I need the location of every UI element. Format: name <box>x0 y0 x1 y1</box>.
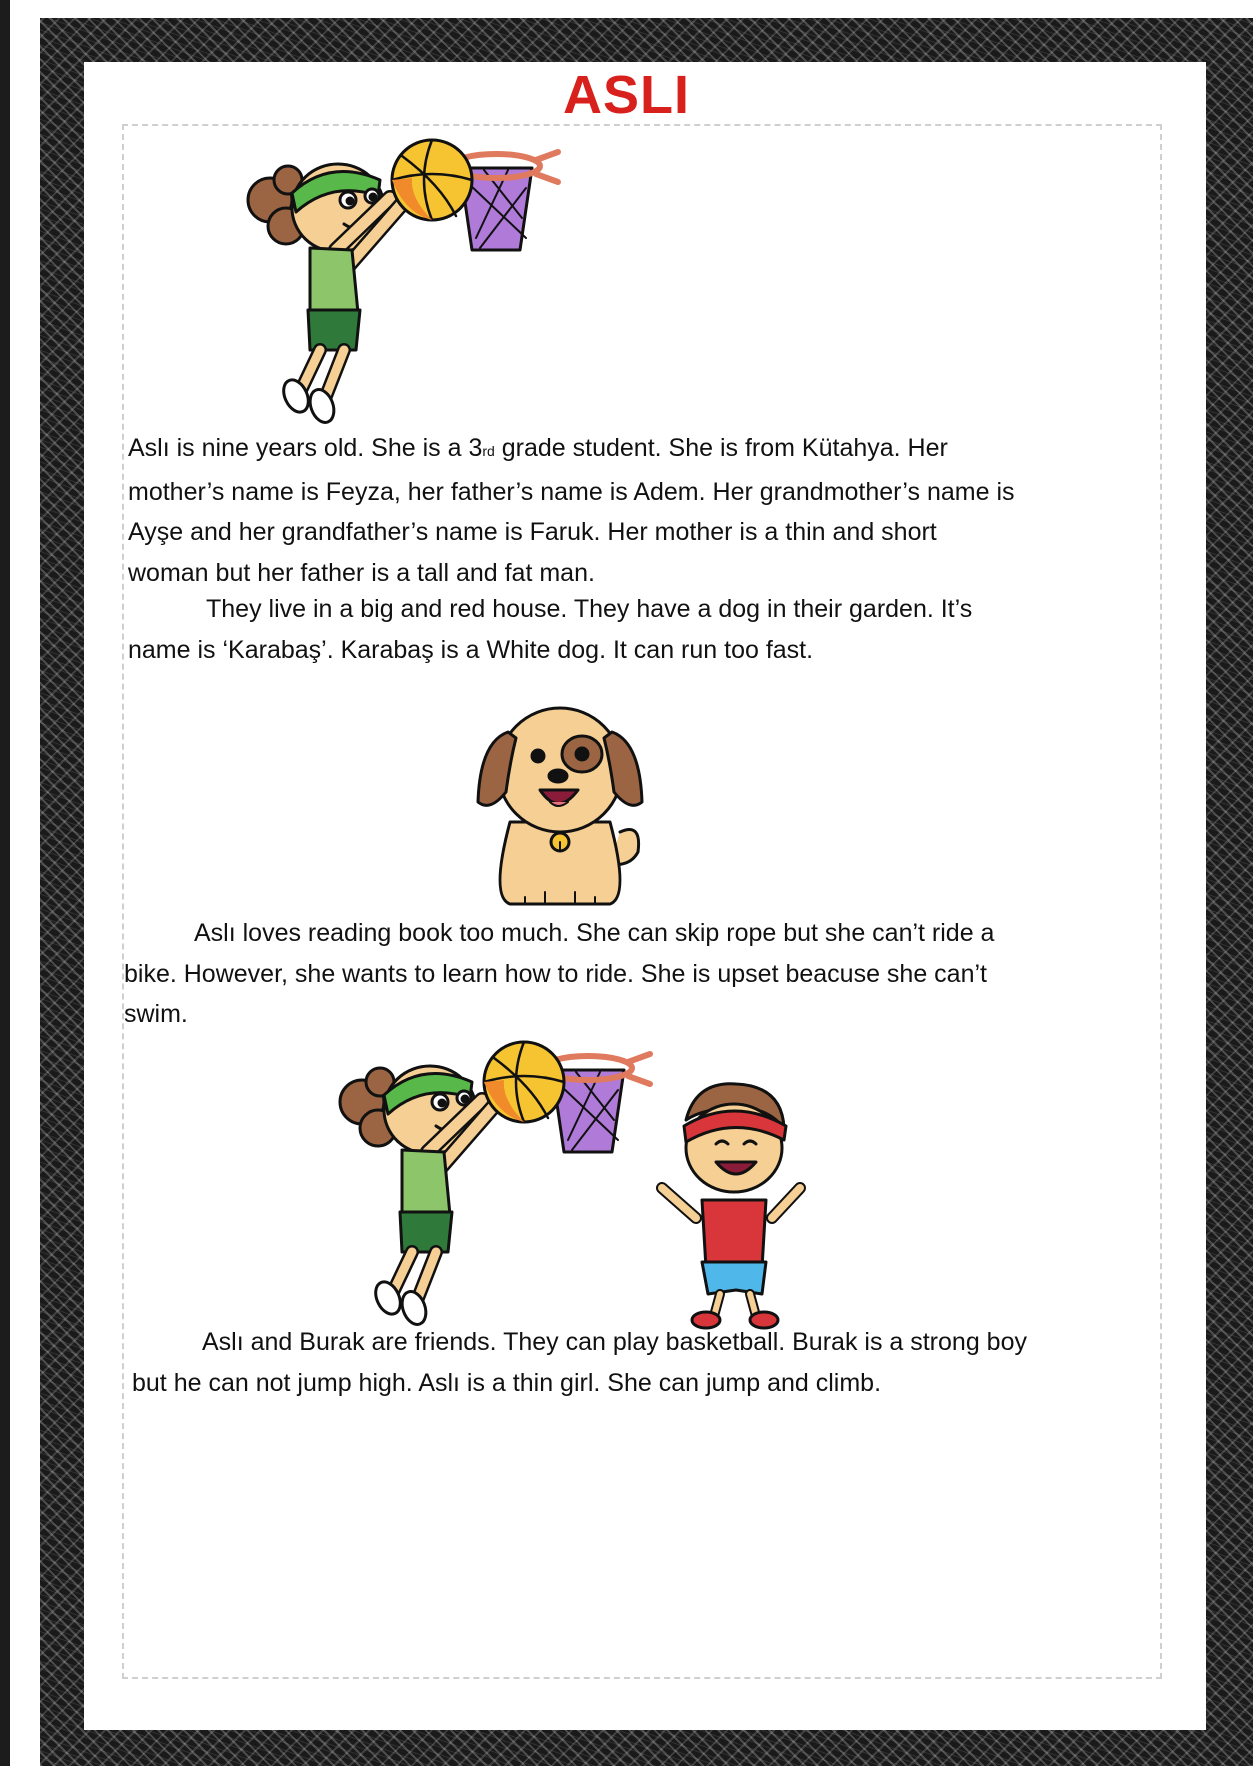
p3-line1: Aslı loves reading book too much. She can skip rope but she can’t ride a <box>194 919 995 947</box>
p1-line4: woman but her father is a tall and fat man. <box>128 558 595 587</box>
dog-icon <box>470 692 650 912</box>
p4-line1: Aslı and Burak are friends. They can play basketball. Burak is a strong boy <box>202 1328 1027 1356</box>
p1-line2: mother’s name is Feyza, her father’s name is Adem. Her grandmother’s name is <box>128 477 1015 506</box>
paragraph-4 <box>132 1322 1037 1403</box>
p2-line2: name is ‘Karabaş’. Karabaş is a White dog. It can run too fast. <box>128 635 814 664</box>
p3-line2: bike. However, she wants to learn how to ride. She is upset beacuse she can’t <box>124 959 987 988</box>
girl-basketball-icon <box>332 1040 662 1330</box>
p1-line3: Ayşe and her grandfather’s name is Faruk. Her mother is a thin and short <box>128 518 937 546</box>
girl-basketball-icon <box>240 138 570 428</box>
paragraph-1 <box>128 428 1033 593</box>
p2-line1: They live in a big and red house. They have a dog in their garden. It’s <box>206 595 973 623</box>
page-title: ASLI <box>562 65 690 125</box>
p4-line2: but he can not jump high. Aslı is a thin girl. She can jump and climb. <box>132 1368 882 1397</box>
screen-edge <box>0 0 10 1766</box>
p1-line1: Aslı is nine years old. She is a 3rd grade student. She is from Kütahya. Her <box>128 434 948 462</box>
p3-line3: swim. <box>124 1000 188 1028</box>
paragraph-2 <box>128 589 1033 670</box>
paragraph-3 <box>124 913 1034 1035</box>
boy-icon <box>656 1076 806 1332</box>
